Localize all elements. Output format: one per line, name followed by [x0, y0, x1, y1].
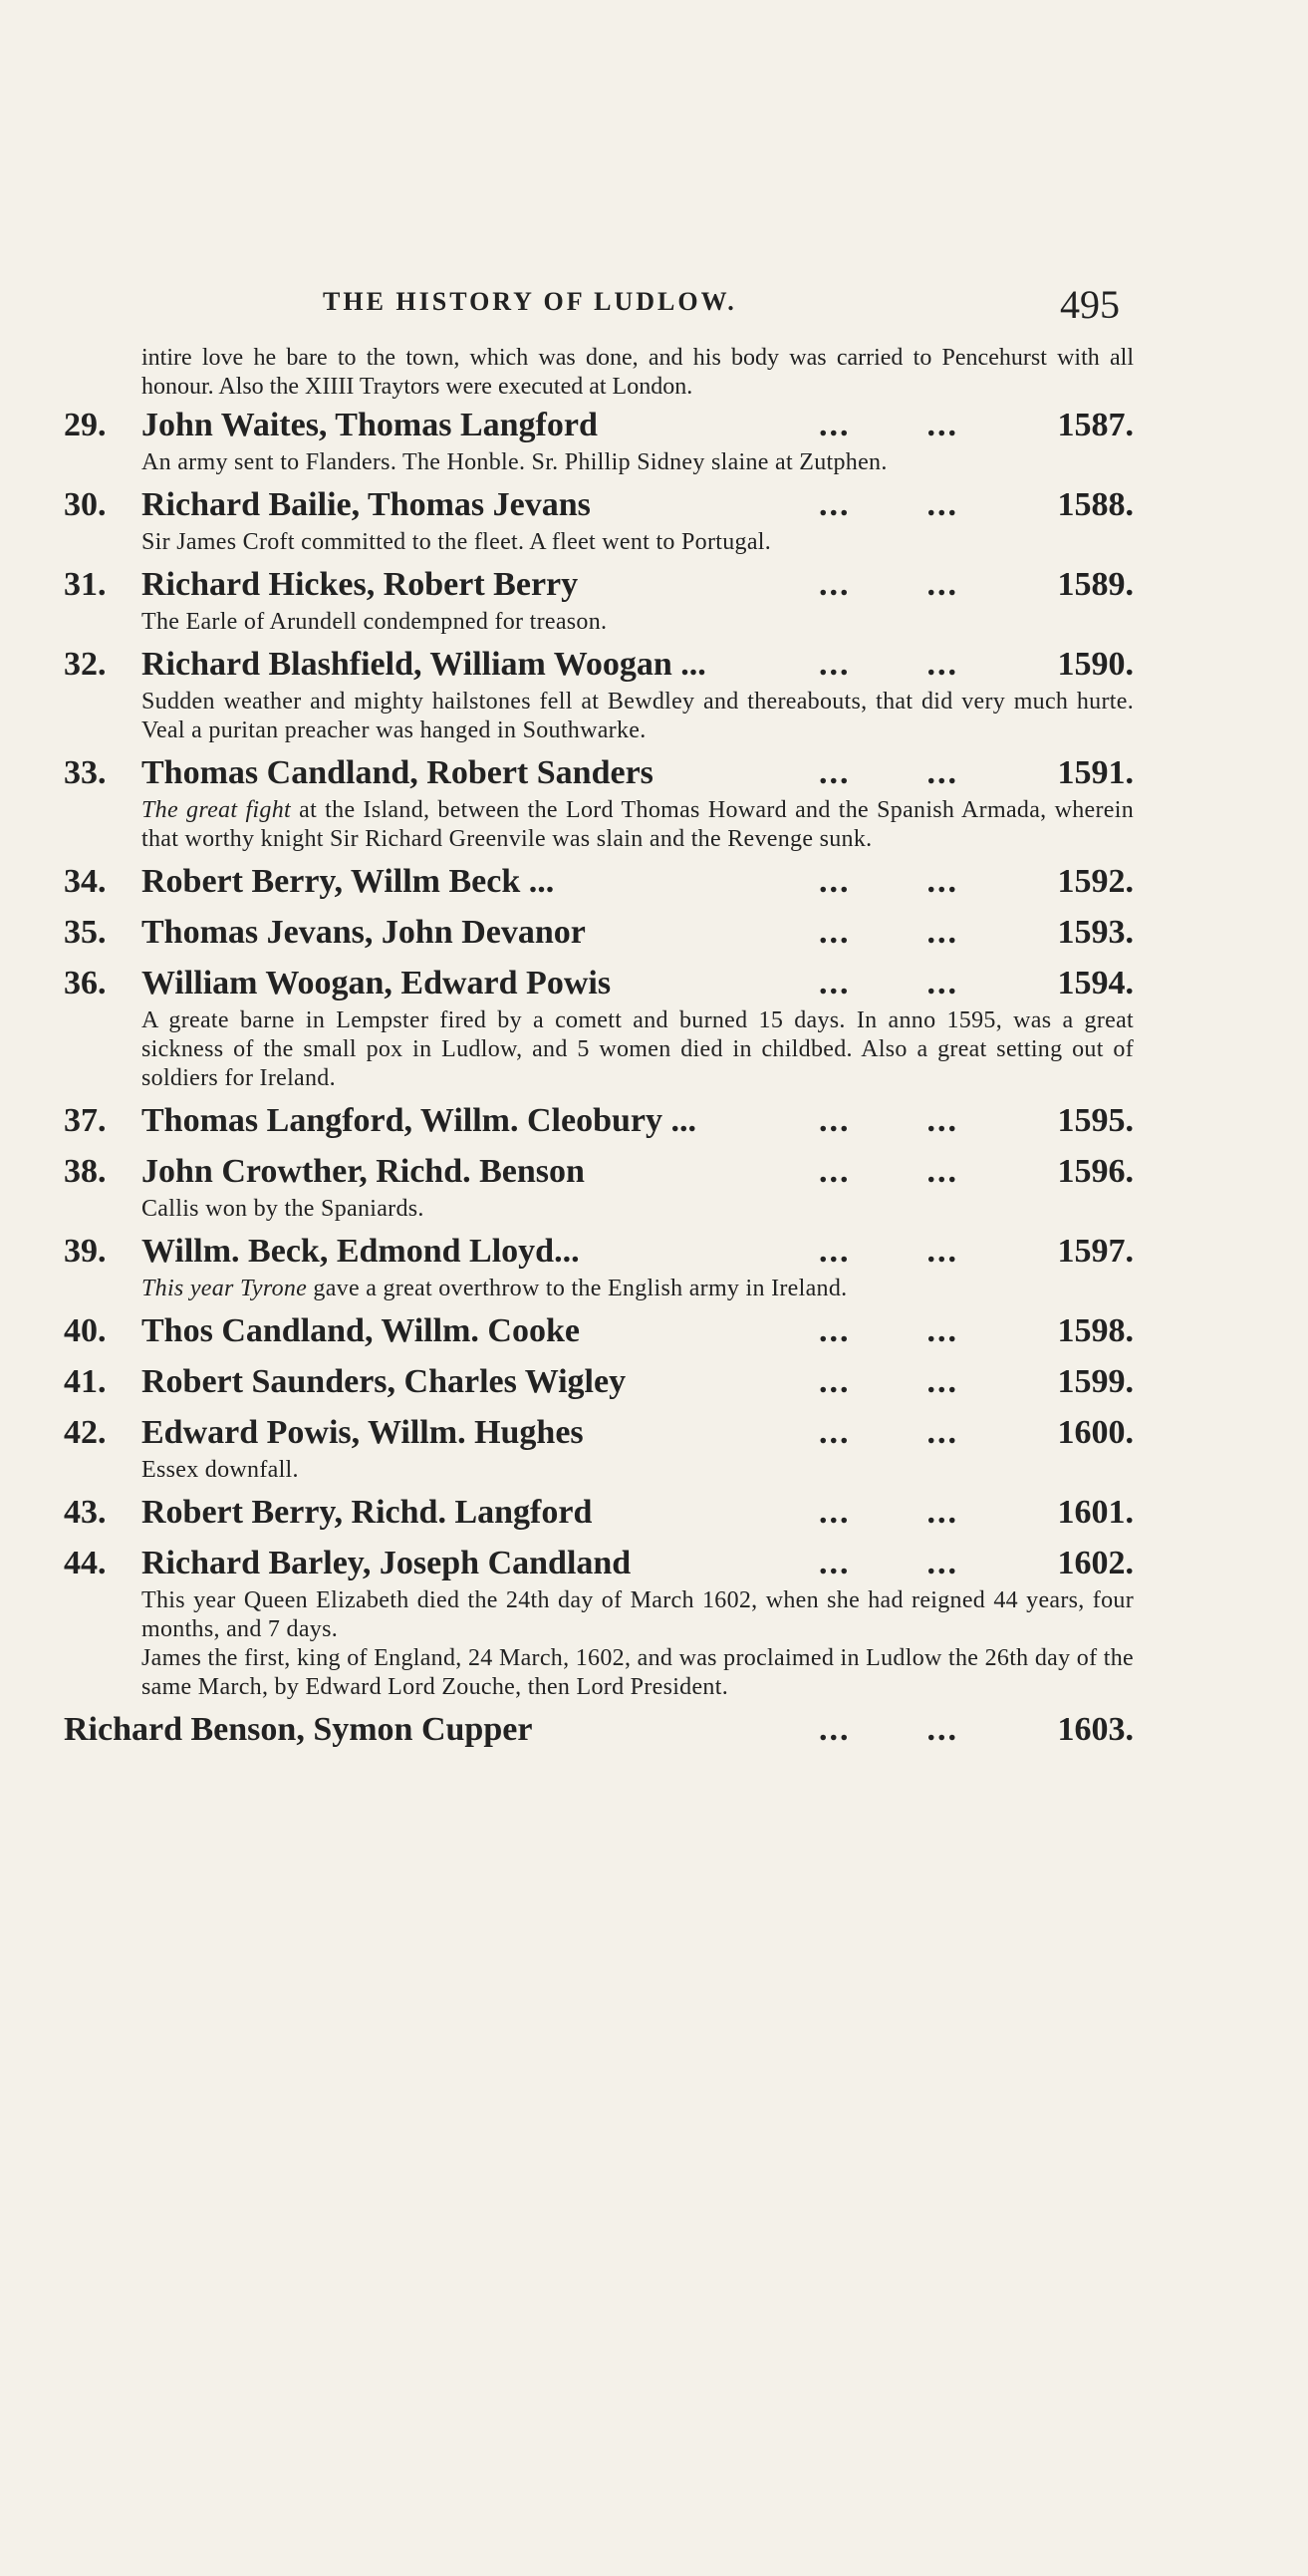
entry-names: Robert Berry, Richd. Langford — [141, 1494, 593, 1531]
entry-number: 32. — [64, 646, 107, 683]
entry-names: William Woogan, Edward Powis — [141, 965, 612, 1002]
running-header — [283, 281, 1120, 327]
entry-year: 1592. — [1057, 863, 1134, 900]
entry-year: 1599. — [1057, 1363, 1134, 1400]
note-text: A greate barne in Lempster fired by a comett and burned 15 days. In anno 1595, was a great sickness of the small pox in Ludlow, and 5 women died in childbed. Also a great setting out of soldiers for Ireland. — [141, 1007, 1134, 1091]
continued-note: intire love he bare to the town, which was done, and his body was carried to Pencehurst with all honour. Also the XIIII Traytors were executed at London. — [141, 345, 1134, 400]
leader-dots: ... ... — [819, 486, 958, 523]
entry-number: 39. — [64, 1233, 107, 1270]
entry — [64, 641, 1134, 745]
entry-heading — [64, 641, 1134, 688]
entry-year: 1602. — [1057, 1545, 1134, 1581]
entry-number: 35. — [64, 914, 107, 951]
entry-note — [141, 608, 1134, 637]
entry-year: 1588. — [1057, 486, 1134, 523]
note-text: Sudden weather and mighty hailstones fell at Bewdley and thereabouts, that did very much hurte. Veal a puritan preacher was hanged in Southwarke. — [141, 689, 1134, 743]
note-text: An army sent to Flanders. The Honble. Sr. Phillip Sidney slaine at Zutphen. — [141, 449, 888, 475]
entry-year: 1589. — [1057, 566, 1134, 603]
entry-number: 43. — [64, 1494, 107, 1531]
leader-dots: ... ... — [819, 1494, 958, 1531]
note-text: Sir James Croft committed to the fleet. A fleet went to Portugal. — [141, 529, 772, 555]
leader-dots: ... ... — [819, 1102, 958, 1139]
entry-names: John Waites, Thomas Langford — [141, 407, 598, 443]
entry-year: 1600. — [1057, 1414, 1134, 1451]
entry-note — [141, 1006, 1134, 1093]
entry-note — [141, 1195, 1134, 1224]
entry-number: 44. — [64, 1545, 107, 1581]
entry — [64, 1148, 1134, 1224]
entry-heading — [64, 1540, 1134, 1586]
leader-dots: ... ... — [819, 1233, 958, 1270]
page-number: 495 — [1060, 282, 1120, 327]
entry-names: Thomas Candland, Robert Sanders — [141, 754, 654, 791]
entry-heading — [64, 561, 1134, 608]
note-text: at the Island, between the Lord Thomas Howard and the Spanish Armada, wherein that worthy knight Sir Richard Greenvile was slain and the Revenge sunk. — [141, 797, 1134, 852]
entry-names: Richard Hickes, Robert Berry — [141, 566, 579, 603]
leader-dots: ... ... — [819, 566, 958, 603]
entry-year: 1596. — [1057, 1153, 1134, 1190]
entry — [64, 1540, 1134, 1702]
leader-dots: ... ... — [819, 1363, 958, 1400]
final-entry — [64, 1706, 1134, 1753]
entry-number: 33. — [64, 754, 107, 791]
entry-note — [141, 1275, 1134, 1303]
leader-dots: ... ... — [819, 914, 958, 951]
note-text: Essex downfall. — [141, 1457, 299, 1483]
entry-year: 1593. — [1057, 914, 1134, 951]
entry-heading — [64, 1307, 1134, 1354]
entry-names: John Crowther, Richd. Benson — [141, 1153, 585, 1190]
leader-dots: ... ... — [819, 407, 958, 443]
entry-list — [64, 402, 1134, 1702]
entry-year: 1595. — [1057, 1102, 1134, 1139]
entry-names: Robert Berry, Willm Beck ... — [141, 863, 555, 900]
entry-year: 1598. — [1057, 1312, 1134, 1349]
entry-names: Edward Powis, Willm. Hughes — [141, 1414, 584, 1451]
entry-heading — [64, 1148, 1134, 1195]
entry-year: 1587. — [1057, 407, 1134, 443]
entry-heading — [64, 749, 1134, 796]
entry-heading — [64, 402, 1134, 448]
entry-heading — [64, 858, 1134, 905]
entry-names: Willm. Beck, Edmond Lloyd... — [141, 1233, 580, 1270]
entry — [64, 749, 1134, 854]
entry-year: 1597. — [1057, 1233, 1134, 1270]
entry-number: 34. — [64, 863, 107, 900]
leader-dots: ... ... — [819, 965, 958, 1002]
entry-names: Thos Candland, Willm. Cooke — [141, 1312, 580, 1349]
entry-heading — [64, 1097, 1134, 1144]
entry-names: Richard Benson, Symon Cupper — [64, 1711, 533, 1748]
entry-heading — [64, 1228, 1134, 1275]
entry-names: Richard Bailie, Thomas Jevans — [141, 486, 591, 523]
entry-year: 1591. — [1057, 754, 1134, 791]
entry — [64, 1358, 1134, 1405]
leader-dots: ... ... — [819, 1545, 958, 1581]
entry-names: Robert Saunders, Charles Wigley — [141, 1363, 627, 1400]
entry-heading — [64, 1489, 1134, 1536]
leader-dots: ... ... — [819, 863, 958, 900]
header-title: THE HISTORY OF LUDLOW. — [323, 287, 737, 316]
entry-names: Richard Blashfield, William Woogan ... — [141, 646, 706, 683]
entry-heading — [64, 909, 1134, 956]
entry — [64, 1307, 1134, 1354]
note-text: This year Queen Elizabeth died the 24th day of March 1602, when she had reigned 44 years, four months, and 7 days. — [141, 1587, 1134, 1642]
entry-note — [141, 1586, 1134, 1702]
leader-dots: ... ... — [819, 1153, 958, 1190]
entry-heading — [64, 1409, 1134, 1456]
entry-year: 1601. — [1057, 1494, 1134, 1531]
entry-number: 41. — [64, 1363, 107, 1400]
entry — [64, 909, 1134, 956]
entry — [64, 1489, 1134, 1536]
entry-heading — [64, 1358, 1134, 1405]
entry-number: 38. — [64, 1153, 107, 1190]
entry — [64, 960, 1134, 1093]
note-text: Callis won by the Spaniards. — [141, 1196, 424, 1222]
entry-names: Richard Barley, Joseph Candland — [141, 1545, 632, 1581]
entry-number: 30. — [64, 486, 107, 523]
note-text: gave a great overthrow to the English army in Ireland. — [307, 1276, 848, 1301]
entry-number: 42. — [64, 1414, 107, 1451]
note-italic: The great fight — [141, 797, 291, 823]
entry-year: 1590. — [1057, 646, 1134, 683]
leader-dots: ... ... — [819, 1414, 958, 1451]
entry — [64, 481, 1134, 557]
entry — [64, 1409, 1134, 1485]
entry — [64, 561, 1134, 637]
leader-dots: ... ... — [819, 646, 958, 683]
entry-note — [141, 796, 1134, 854]
entry-heading — [64, 481, 1134, 528]
note-text: James the first, king of England, 24 March, 1602, and was proclaimed in Ludlow the 26th day of the same March, by Edward Lord Zouche, then Lord President. — [141, 1645, 1134, 1700]
leader-dots: ... ... — [819, 754, 958, 791]
entry-number: 37. — [64, 1102, 107, 1139]
note-text: The Earle of Arundell condempned for treason. — [141, 609, 608, 635]
leader-dots: ... ... — [819, 1711, 958, 1748]
entry-names: Thomas Jevans, John Devanor — [141, 914, 586, 951]
entry — [64, 1228, 1134, 1303]
content — [64, 344, 1134, 1753]
entry-note — [141, 448, 1134, 477]
leader-dots: ... ... — [819, 1312, 958, 1349]
entry-year: 1603. — [1057, 1711, 1134, 1748]
entry-heading — [64, 960, 1134, 1006]
note-italic: This year Tyrone — [141, 1276, 308, 1301]
entry-number: 29. — [64, 407, 107, 443]
entry — [64, 1097, 1134, 1144]
entry-note — [141, 528, 1134, 557]
entry-note — [141, 688, 1134, 745]
entry-number: 36. — [64, 965, 107, 1002]
entry-year: 1594. — [1057, 965, 1134, 1002]
entry-number: 40. — [64, 1312, 107, 1349]
entry-note — [141, 1456, 1134, 1485]
entry — [64, 858, 1134, 905]
entry — [64, 402, 1134, 477]
entry-number: 31. — [64, 566, 107, 603]
entry-names: Thomas Langford, Willm. Cleobury ... — [141, 1102, 696, 1139]
